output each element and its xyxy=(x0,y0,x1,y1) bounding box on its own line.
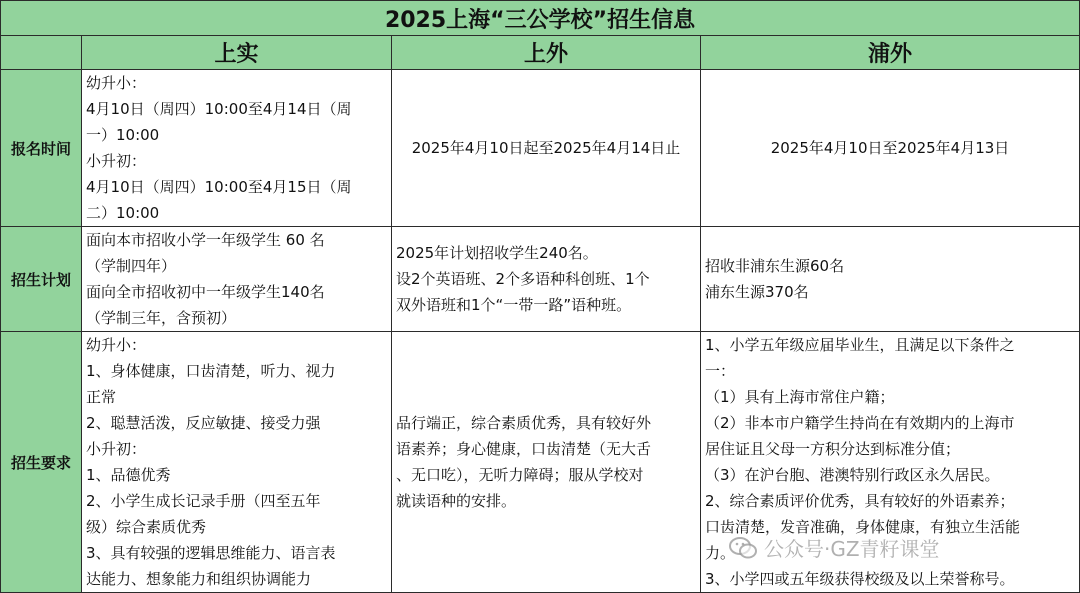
cell-line: （学制三年，含预初） xyxy=(86,309,237,327)
cell-line: 4月10日（周四）10:00至4月14日（周 xyxy=(86,100,352,118)
cell-line: 1、小学五年级应届毕业生，且满足以下条件之 xyxy=(705,336,1015,354)
cell-line: 设2个英语班、2个多语种科创班、1个 xyxy=(396,270,650,288)
cell-line: （学制四年） xyxy=(86,257,177,275)
cell-line: 2、小学生成长记录手册（四至五年 xyxy=(86,492,321,510)
cell-registration-shangshi xyxy=(82,70,392,227)
cell-line: （1）具有上海市常住户籍； xyxy=(705,388,895,406)
cell-line: 一）10:00 xyxy=(86,126,160,144)
cell-line: 2025年4月10日至2025年4月13日 xyxy=(770,139,1010,157)
cell-line: 达能力、想象能力和组织协调能力 xyxy=(86,570,312,588)
corner-cell xyxy=(1,36,82,70)
cell-line: 幼升小： xyxy=(86,74,147,92)
cell-plan-shangshi xyxy=(82,227,392,332)
cell-line: 口齿清楚，发音准确，身体健康，有独立生活能 xyxy=(705,518,1021,536)
cell-line: 2、聪慧活泼，反应敏捷、接受力强 xyxy=(86,414,321,432)
cell-requirements-shangshi xyxy=(82,332,392,593)
cell-line: （3）在沪台胞、港澳特别行政区永久居民。 xyxy=(705,466,1000,484)
cell-line: 招收非浦东生源60名 xyxy=(705,257,845,275)
cell-line: 面向全市招收初中一年级学生140名 xyxy=(86,283,325,301)
row-requirements xyxy=(1,332,1080,593)
cell-line: 浦东生源370名 xyxy=(705,283,809,301)
cell-line: 、无口吃），无听力障碍；服从学校对 xyxy=(396,466,644,484)
row-label-registration-time: 报名时间 xyxy=(1,70,82,227)
cell-line: （2）非本市户籍学生持尚在有效期内的上海市 xyxy=(705,414,1015,432)
cell-line: 双外语班和1个“一带一路”语种班。 xyxy=(396,296,632,314)
cell-line: 级）综合素质优秀 xyxy=(86,518,207,536)
cell-line: 品行端正，综合素质优秀，具有较好外 xyxy=(396,414,652,432)
row-label-enrollment-plan: 招生计划 xyxy=(1,227,82,332)
cell-line: 小升初： xyxy=(86,440,147,458)
cell-line: 语素养；身心健康，口齿清楚（无大舌 xyxy=(396,440,652,458)
cell-registration-shangwai xyxy=(392,70,701,227)
watermark-text: 公众号·GZ青籽课堂 xyxy=(764,537,940,561)
row-label-requirements: 招生要求 xyxy=(1,332,82,593)
cell-line: 1、品德优秀 xyxy=(86,466,171,484)
cell-line: 居住证且父母一方积分达到标准分值； xyxy=(705,440,961,458)
cell-line: 1、身体健康，口齿清楚，听力、视力 xyxy=(86,362,336,380)
cell-line: 4月10日（周四）10:00至4月15日（周 xyxy=(86,178,352,196)
cell-line: 正常 xyxy=(86,388,117,406)
title-row xyxy=(1,1,1080,36)
cell-registration-puwai xyxy=(701,70,1080,227)
column-header-shangshi: 上实 xyxy=(82,36,392,70)
column-header-row xyxy=(1,36,1080,70)
column-header-shangwai: 上外 xyxy=(392,36,701,70)
cell-plan-puwai xyxy=(701,227,1080,332)
cell-line: 2、综合素质评价优秀，具有较好的外语素养； xyxy=(705,492,1015,510)
cell-line: 面向本市招收小学一年级学生 60 名 xyxy=(86,231,325,249)
cell-line: 小升初： xyxy=(86,152,147,170)
cell-line: 3、具有较强的逻辑思维能力、语言表 xyxy=(86,544,336,562)
cell-line: 二）10:00 xyxy=(86,204,160,222)
cell-line: 2025年计划招收学生240名。 xyxy=(396,244,598,262)
row-registration-time xyxy=(1,70,1080,227)
cell-requirements-shangwai xyxy=(392,332,701,593)
cell-line: 幼升小： xyxy=(86,336,147,354)
cell-line: 就读语种的安排。 xyxy=(396,492,517,510)
cell-line: 力。 xyxy=(705,544,736,562)
cell-line: 2025年4月10日起至2025年4月14日止 xyxy=(411,139,681,157)
table-title: 2025上海“三公学校”招生信息 xyxy=(1,1,1080,36)
row-enrollment-plan xyxy=(1,227,1080,332)
column-header-puwai: 浦外 xyxy=(701,36,1080,70)
cell-line: 3、小学四或五年级获得校级及以上荣誉称号。 xyxy=(705,570,1015,588)
cell-requirements-puwai xyxy=(701,332,1080,593)
cell-line: 一： xyxy=(705,362,736,380)
cell-plan-shangwai xyxy=(392,227,701,332)
